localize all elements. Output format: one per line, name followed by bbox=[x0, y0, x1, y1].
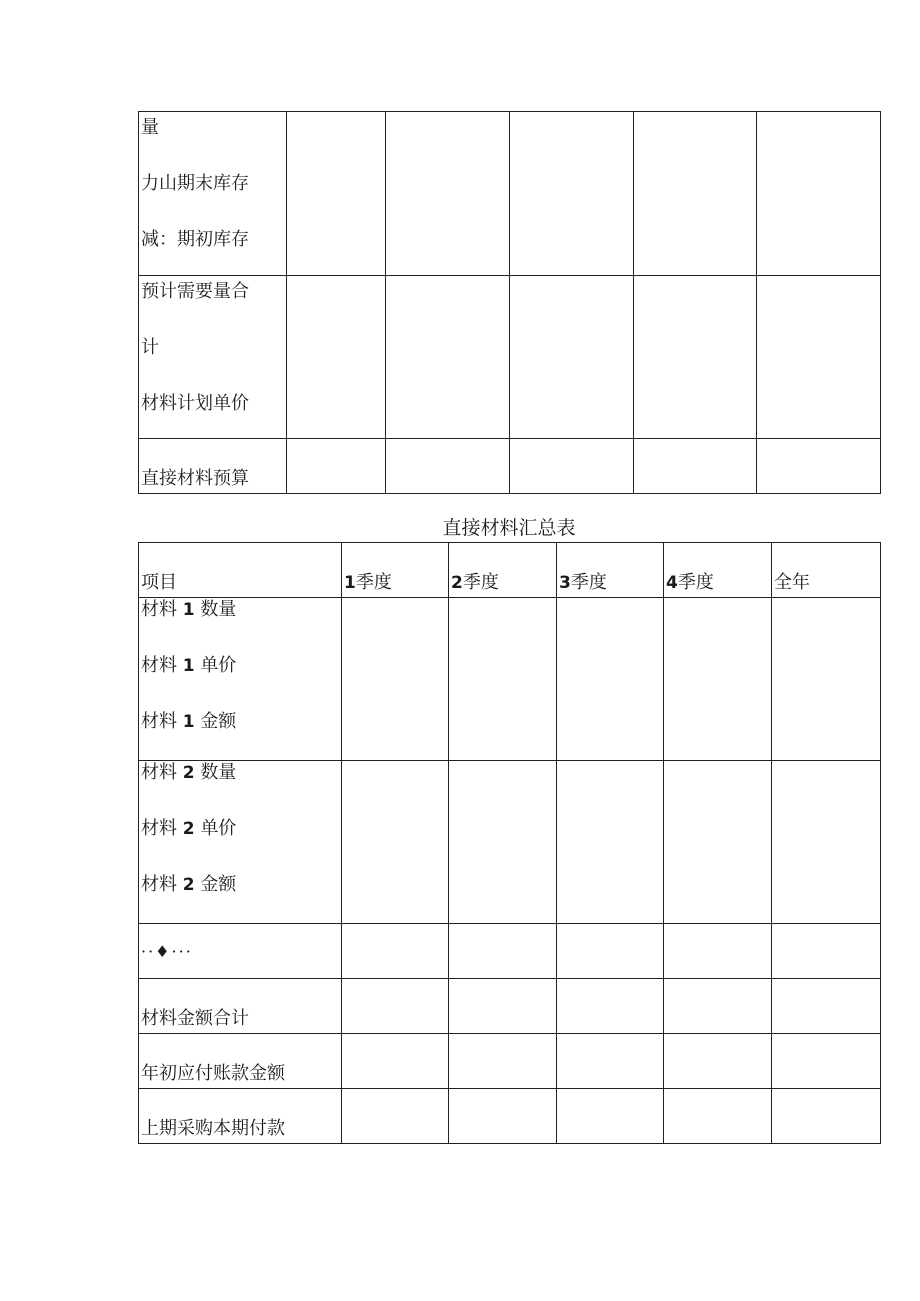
empty-cell[interactable] bbox=[664, 924, 772, 979]
row-label-prior-purchase-payment: 上期采购本期付款 bbox=[139, 1089, 342, 1144]
cell-text: 计 bbox=[141, 337, 159, 358]
cell-text: 材料计划单价 bbox=[141, 393, 249, 414]
cell-text: 减：期初库存 bbox=[141, 229, 249, 250]
row-label-material-2: 材料 2 数量 材料 2 单价 材料 2 金额 bbox=[139, 761, 342, 924]
empty-cell[interactable] bbox=[772, 761, 881, 924]
empty-cell[interactable] bbox=[664, 598, 772, 761]
empty-cell[interactable] bbox=[342, 924, 449, 979]
table-row bbox=[139, 112, 881, 276]
header-q3: 3季度 bbox=[557, 543, 664, 598]
empty-cell[interactable] bbox=[510, 439, 634, 494]
cell-text: 预计需要量合 bbox=[141, 281, 249, 302]
empty-cell[interactable] bbox=[664, 979, 772, 1034]
table-row bbox=[139, 1034, 881, 1089]
header-q2: 2季度 bbox=[449, 543, 557, 598]
empty-cell[interactable] bbox=[449, 598, 557, 761]
table-row bbox=[139, 1089, 881, 1144]
empty-cell[interactable] bbox=[664, 1089, 772, 1144]
header-year: 全年 bbox=[772, 543, 881, 598]
empty-cell[interactable] bbox=[557, 924, 664, 979]
empty-cell[interactable] bbox=[342, 979, 449, 1034]
empty-cell[interactable] bbox=[386, 276, 510, 439]
empty-cell[interactable] bbox=[287, 276, 386, 439]
empty-cell[interactable] bbox=[664, 1034, 772, 1089]
cell-text: 量 bbox=[141, 117, 159, 138]
direct-material-budget-table bbox=[138, 111, 881, 494]
empty-cell[interactable] bbox=[757, 276, 881, 439]
empty-cell[interactable] bbox=[449, 979, 557, 1034]
summary-table-title: 直接材料汇总表 bbox=[442, 517, 576, 539]
empty-cell[interactable] bbox=[634, 276, 757, 439]
empty-cell[interactable] bbox=[757, 112, 881, 276]
empty-cell[interactable] bbox=[557, 1089, 664, 1144]
row-label-direct-material-budget: 直接材料预算 bbox=[139, 439, 287, 494]
empty-cell[interactable] bbox=[449, 1089, 557, 1144]
empty-cell[interactable] bbox=[386, 112, 510, 276]
empty-cell[interactable] bbox=[386, 439, 510, 494]
table-row bbox=[139, 439, 881, 494]
empty-cell[interactable] bbox=[772, 924, 881, 979]
empty-cell[interactable] bbox=[772, 1034, 881, 1089]
empty-cell[interactable] bbox=[557, 979, 664, 1034]
empty-cell[interactable] bbox=[342, 1034, 449, 1089]
empty-cell[interactable] bbox=[664, 761, 772, 924]
empty-cell[interactable] bbox=[757, 439, 881, 494]
row-label-opening-payables: 年初应付账款金额 bbox=[139, 1034, 342, 1089]
table-row bbox=[139, 979, 881, 1034]
empty-cell[interactable] bbox=[449, 761, 557, 924]
empty-cell[interactable] bbox=[557, 761, 664, 924]
empty-cell[interactable] bbox=[772, 598, 881, 761]
row-label-cell bbox=[139, 276, 287, 439]
empty-cell[interactable] bbox=[634, 112, 757, 276]
empty-cell[interactable] bbox=[342, 761, 449, 924]
empty-cell[interactable] bbox=[342, 1089, 449, 1144]
row-label-material-1: 材料 1 数量 材料 1 单价 材料 1 金额 bbox=[139, 598, 342, 761]
empty-cell[interactable] bbox=[449, 1034, 557, 1089]
empty-cell[interactable] bbox=[510, 276, 634, 439]
empty-cell[interactable] bbox=[449, 924, 557, 979]
empty-cell[interactable] bbox=[772, 1089, 881, 1144]
empty-cell[interactable] bbox=[557, 598, 664, 761]
empty-cell[interactable] bbox=[287, 439, 386, 494]
empty-cell[interactable] bbox=[557, 1034, 664, 1089]
row-label-material-total: 材料金额合计 bbox=[139, 979, 342, 1034]
direct-material-summary-table bbox=[138, 542, 881, 1144]
header-item: 项目 bbox=[139, 543, 342, 598]
header-q4: 4季度 bbox=[664, 543, 772, 598]
table-row bbox=[139, 598, 881, 761]
empty-cell[interactable] bbox=[510, 112, 634, 276]
cell-text: 力山期末库存 bbox=[141, 173, 249, 194]
empty-cell[interactable] bbox=[634, 439, 757, 494]
empty-cell[interactable] bbox=[772, 979, 881, 1034]
empty-cell[interactable] bbox=[342, 598, 449, 761]
row-label-cell bbox=[139, 112, 287, 276]
header-q1: 1季度 bbox=[342, 543, 449, 598]
ellipsis-cell: ··♦··· bbox=[139, 924, 342, 979]
empty-cell[interactable] bbox=[287, 112, 386, 276]
table-row bbox=[139, 276, 881, 439]
header-row bbox=[139, 543, 881, 598]
table-row bbox=[139, 761, 881, 924]
table-row bbox=[139, 924, 881, 979]
